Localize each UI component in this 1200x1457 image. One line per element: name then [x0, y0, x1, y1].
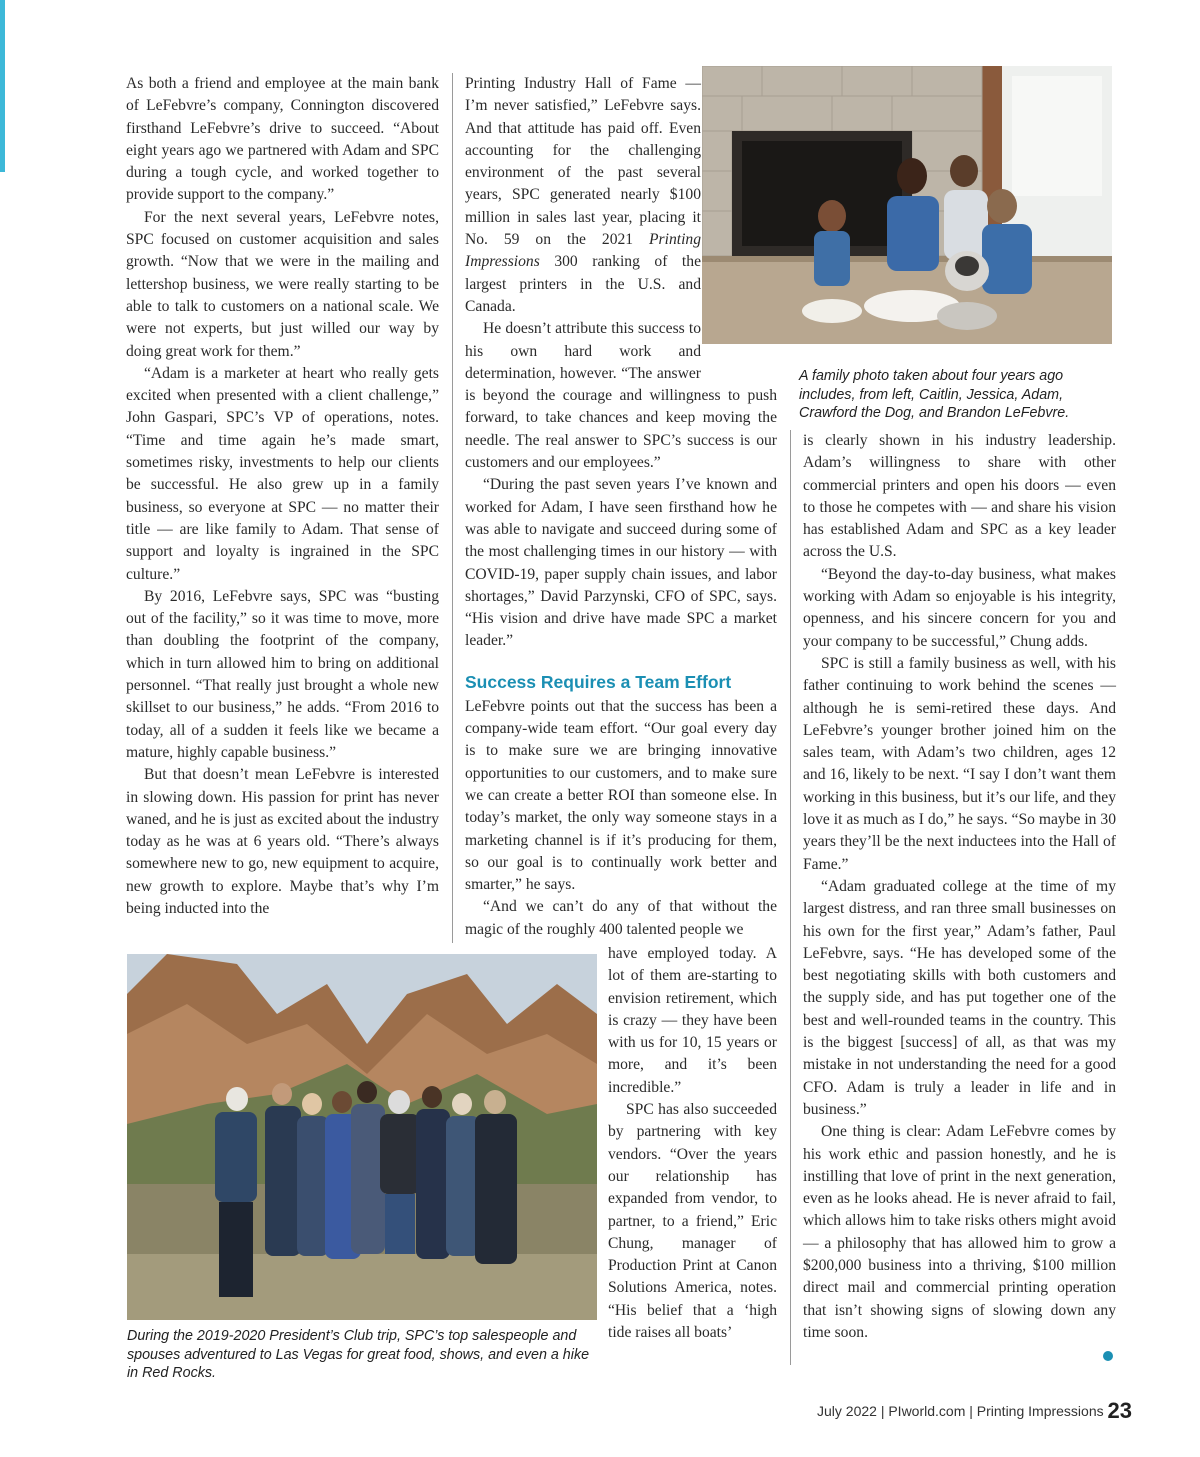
section-heading: Success Requires a Team Effort	[465, 671, 732, 692]
paragraph: One thing is clear: Adam LeFebvre comes by his work ethic and passion honestly, and he is instilling that love of print in the next generation, even as he looks ahead. He is never afraid to fail, which allows him to take risks others might avoid — a philosophy that has allowed him to grow a $200,000 business into a thriving, $100 million direct mail and commercial printing operation that isn’t showing signs of slowing down any time soon.	[803, 1123, 1116, 1341]
paragraph: As both a friend and employee at the main bank of LeFebvre’s company, Connington discovered firsthand LeFebvre’s drive to succeed. “About eight years ago we partnered with Adam and SPC during a tough cycle, and worked together to provide support to the company.”	[126, 75, 439, 204]
column-divider	[452, 73, 453, 943]
column-2-continued	[608, 943, 777, 1344]
paragraph: SPC is still a family business as well, with his father continuing to work behind the scenes — although he is semi-retired these days. And LeFebvre’s younger brother joined him on the sales team, with Adam’s two children, ages 12 and 16, likely to be next. “I say I don’t want them working in this business, but it’s our life, and they love it as much as I do,” he says. “So maybe in 30 years they’ll be the next inductees into the Hall of Fame.”	[803, 654, 1116, 873]
paragraph: “Adam is a marketer at heart who really gets excited when presented with a client challenge,” John Gaspari, SPC’s VP of operations, notes. “Time and time again he’s made smart, sometimes risky, investments to help our clients be successful. He also grew up in a family business, so everyone at SPC — no matter their title — are like family to Adam. That sense of support and loyalty is ingrained in the SPC culture.”	[126, 364, 439, 583]
end-of-article-dot-icon	[1103, 1351, 1113, 1361]
page-footer	[817, 1398, 1132, 1424]
paragraph: SPC has also succeeded by partnering with key vendors. “Over the years our relationship has expanded from vendor, to partner, to a friend,” Eric Chung, manager of Production Print at Canon Solutions America, notes. “His belief that a ‘high tide raises all boats’	[608, 1101, 777, 1342]
column-1	[126, 73, 439, 920]
paragraph: LeFebvre points out that the success has been a company-wide team effort. “Our goal every day is to make sure we are bringing innovative opportunities to our customers, and to make sure we can create a better ROI than someone else. In today’s market, the only way someone stays in a marketing channel is if it’s producing for them, so our goal is to continually work better and smarter,” he says.	[465, 697, 777, 894]
paragraph: By 2016, LeFebvre says, SPC was “busting out of the facility,” so it was time to move, more than doubling the footprint of the company, which in turn allowed him to bring on additional personnel. “That really just brought a whole new skillset to our business,” he adds. “From 2016 to today, all of a sudden it feels like we became a mature, highly capable business.”	[126, 587, 439, 761]
paragraph: is clearly shown in his industry leadership. Adam’s willingness to share with other commercial printers and open his doors — even to those he competes with — and share his vision has established Adam and SPC as a key leader across the U.S.	[803, 432, 1116, 561]
column-divider	[790, 430, 791, 1365]
family-photo-illustration	[702, 66, 1112, 344]
footer-text: July 2022 | PIworld.com | Printing Impressions	[817, 1403, 1104, 1419]
paragraph: But that doesn’t mean LeFebvre is interested in slowing down. His passion for print has never waned, and he is just as excited about the industry today as he was at 6 years old. “There’s always somewhere new to go, new equipment to acquire, new growth to explore. Maybe that’s why I’m being inducted into the	[126, 766, 439, 917]
paragraph: “During the past seven years I’ve known and worked for Adam, I have seen firsthand how he was able to navigate and succeed during some of the most challenging times in our history — with COVID-19, paper supply chain issues, and labor shortages,” David Parzynski, CFO of SPC, says. “His vision and drive have made SPC a market leader.”	[465, 476, 777, 650]
paragraph: “Adam graduated college at the time of my largest distress, and ran three small businesses on his own for the first year,” Adam’s father, Paul LeFebvre, says. “He has developed some of the best negotiating skills with both customers and the supply side, and has put together one of the best and well-rounded teams in the country. This is the biggest [success] of all, as that was my mistake in not understanding the need for a good CFO. Adam is truly a leader in life and in business.”	[803, 877, 1116, 1118]
page-number: 23	[1107, 1398, 1132, 1423]
paragraph: “And we can’t do any of that without the magic of the roughly 400 talented people we	[465, 898, 777, 938]
group-photo	[127, 954, 597, 1320]
paragraph: “Beyond the day-to-day business, what makes working with Adam so enjoyable is his integrity, openness, and his sincere concern for you and your company to be successful,” Chung adds.	[803, 565, 1116, 650]
group-photo-caption: During the 2019-2020 President’s Club trip, SPC’s top salespeople and spouses adventured to Las Vegas for great food, shows, and even a hike in Red Rocks.	[127, 1328, 590, 1381]
paragraph: For the next several years, LeFebvre notes, SPC focused on customer acquisition and sales growth. “Now that we were in the mailing and lettershop business, we were really starting to be able to talk to customers on a national scale. We were not experts, but just willed our way by doing great work for them.”	[126, 208, 439, 360]
paragraph: He doesn’t attribute this success to his own hard work and determination, however. “The answer is beyond the courage and willingness to push forward, to take chances and keep moving the needle. The real answer to SPC’s success is our customers and our employees.”	[465, 320, 777, 472]
family-photo	[702, 66, 1112, 344]
paragraph: Printing Industry Hall of Fame — I’m never satisfied,” LeFebvre says. And that attitude has paid off. Even accounting for the challenging environment of the past several years, SPC generated nearly $100 million in sales last year, placing it No. 59 on the 2021 Printing Impressions 300 ranking of the largest printers in the U.S. and Canada.	[465, 75, 701, 315]
accent-bar	[0, 0, 5, 172]
group-photo-illustration	[127, 954, 597, 1320]
column-3	[803, 430, 1116, 1344]
family-photo-caption: A family photo taken about four years ago includes, from left, Caitlin, Jessica, Adam, Crawford the Dog, and Brandon LeFebvre.	[799, 368, 1070, 421]
paragraph: have employed today. A lot of them are-starting to envision retirement, which is crazy — they have been with us for 10, 15 years or more, and it’s been incredible.”	[608, 945, 777, 1096]
